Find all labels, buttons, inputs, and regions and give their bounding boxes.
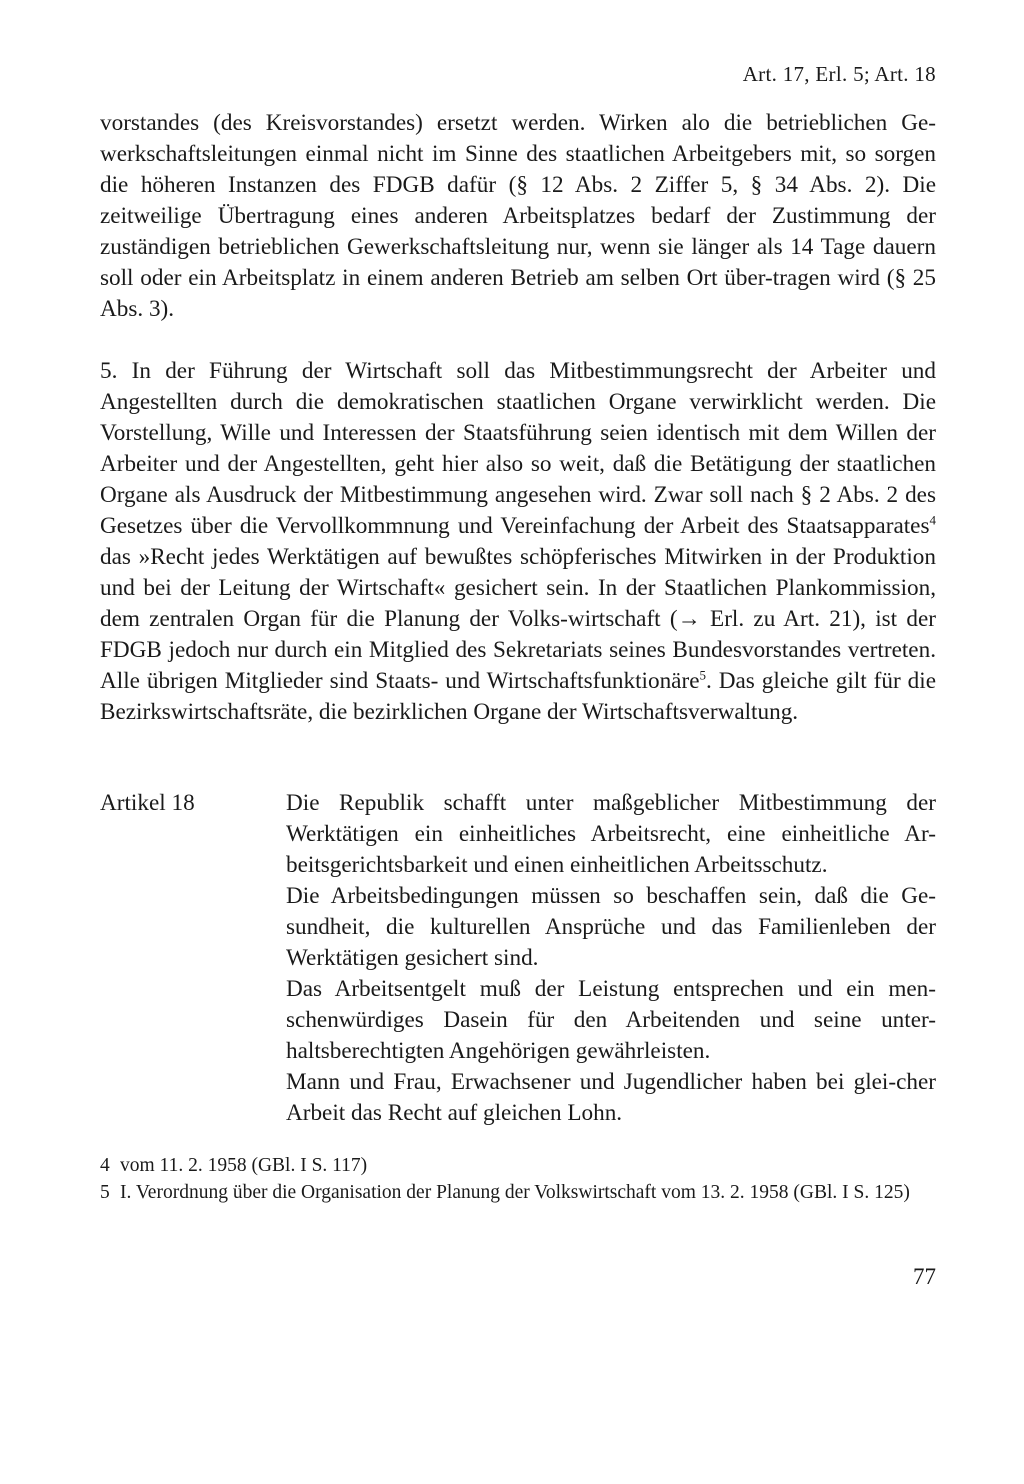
- section-5-text-c: . Das gleiche gilt für die Bezirkswirtschaftsräte, die bezirklichen Organe der Wirtschaftsverwaltung.: [100, 668, 936, 725]
- article-paragraph: Die Arbeitsbedingungen müssen so beschaffen sein, daß die Ge-sundheit, die kulturellen Ansprüche und das Familienleben der Werktätigen gesichert sind.: [286, 883, 936, 971]
- footnote-ref-4[interactable]: 4: [929, 512, 936, 528]
- article-paragraph: Die Republik schafft unter maßgeblicher Mitbestimmung der Werktätigen ein einheitliches Arbeitsrecht, eine einheitliche Ar-beitsgerichtsbarkeit und einen einheitlichen Arbeitsschutz.: [286, 790, 936, 878]
- footnote-5: [100, 1179, 936, 1206]
- article-paragraph: Mann und Frau, Erwachsener und Jugendlicher haben bei glei-cher Arbeit das Recht auf gleichen Lohn.: [286, 1069, 936, 1126]
- footnote-ref-5[interactable]: 5: [699, 667, 706, 683]
- footnote-text: vom 11. 2. 1958 (GBl. I S. 117): [120, 1155, 368, 1176]
- article-paragraph: Das Arbeitsentgelt muß der Leistung entsprechen und ein men-schenwürdiges Dasein für den Arbeitenden und seine unter-haltsberechtigten Angehörigen gewährleisten.: [286, 976, 936, 1064]
- section-5-paragraph: [100, 356, 936, 728]
- article-label: Artikel 18: [100, 790, 195, 816]
- section-5-text-a: 5. In der Führung der Wirtschaft soll das Mitbestimmungsrecht der Arbeiter und Angestellten durch die demokratischen staatlichen Organe verwirklicht werden. Die Vorstellung, Wille und Interessen der Staatsführung seien identisch mit dem Willen der Arbeiter und der Angestellten, geht hier also so weit, daß die Betätigung der staatlichen Organe als Ausdruck der Mitbestimmung angesehen wird. Zwar soll nach § 2 Abs. 2 des Gesetzes über die Vervollkommnung und Vereinfachung der Arbeit des Staatsapparates: [100, 358, 936, 539]
- footnote-4: [100, 1152, 936, 1179]
- footnote-number: 4: [100, 1155, 110, 1176]
- section-5-text-b: das »Recht jedes Werktätigen auf bewußtes schöpferisches Mitwirken in der Produktion und bei der Leitung der Wirtschaft« gesichert sein. In der Staatlichen Plankommission, dem zentralen Organ für die Planung der Volks-wirtschaft (→ Erl. zu Art. 21), ist der FDGB jedoch nur durch ein Mitglied des Sekretariats seines Bundesvorstandes vertreten. Alle übrigen Mitglieder sind Staats- und Wirtschaftsfunktionäre: [100, 544, 936, 694]
- footnote-number: 5: [100, 1182, 110, 1203]
- footnote-text: I. Verordnung über die Organisation der Planung der Volkswirtschaft vom 13. 2. 1958 (GBl. I S. 125): [120, 1182, 910, 1203]
- page-number: 77: [913, 1264, 936, 1289]
- paragraph-gap: [100, 325, 936, 356]
- intro-paragraph: vorstandes (des Kreisvorstandes) ersetzt werden. Wirken alo die betrieblichen Ge-werkschaftsleitungen einmal nicht im Sinne des staatlichen Arbeitgebers mit, so sorgen die höheren Instanzen des FDGB dafür (§ 12 Abs. 2 Ziffer 5, § 34 Abs. 2). Die zeitweilige Übertragung eines anderen Arbeitsplatzes bedarf der Zustimmung der zuständigen betrieblichen Gewerkschaftsleitung nur, wenn sie länger als 14 Tage dauern soll oder ein Arbeitsplatz in einem anderen Betrieb am selben Ort über-tragen wird (§ 25 Abs. 3).: [100, 110, 936, 322]
- running-head: Art. 17, Erl. 5; Art. 18: [742, 62, 936, 86]
- article-body: [286, 788, 936, 1129]
- body-text: [100, 108, 936, 728]
- footnotes: [100, 1152, 936, 1206]
